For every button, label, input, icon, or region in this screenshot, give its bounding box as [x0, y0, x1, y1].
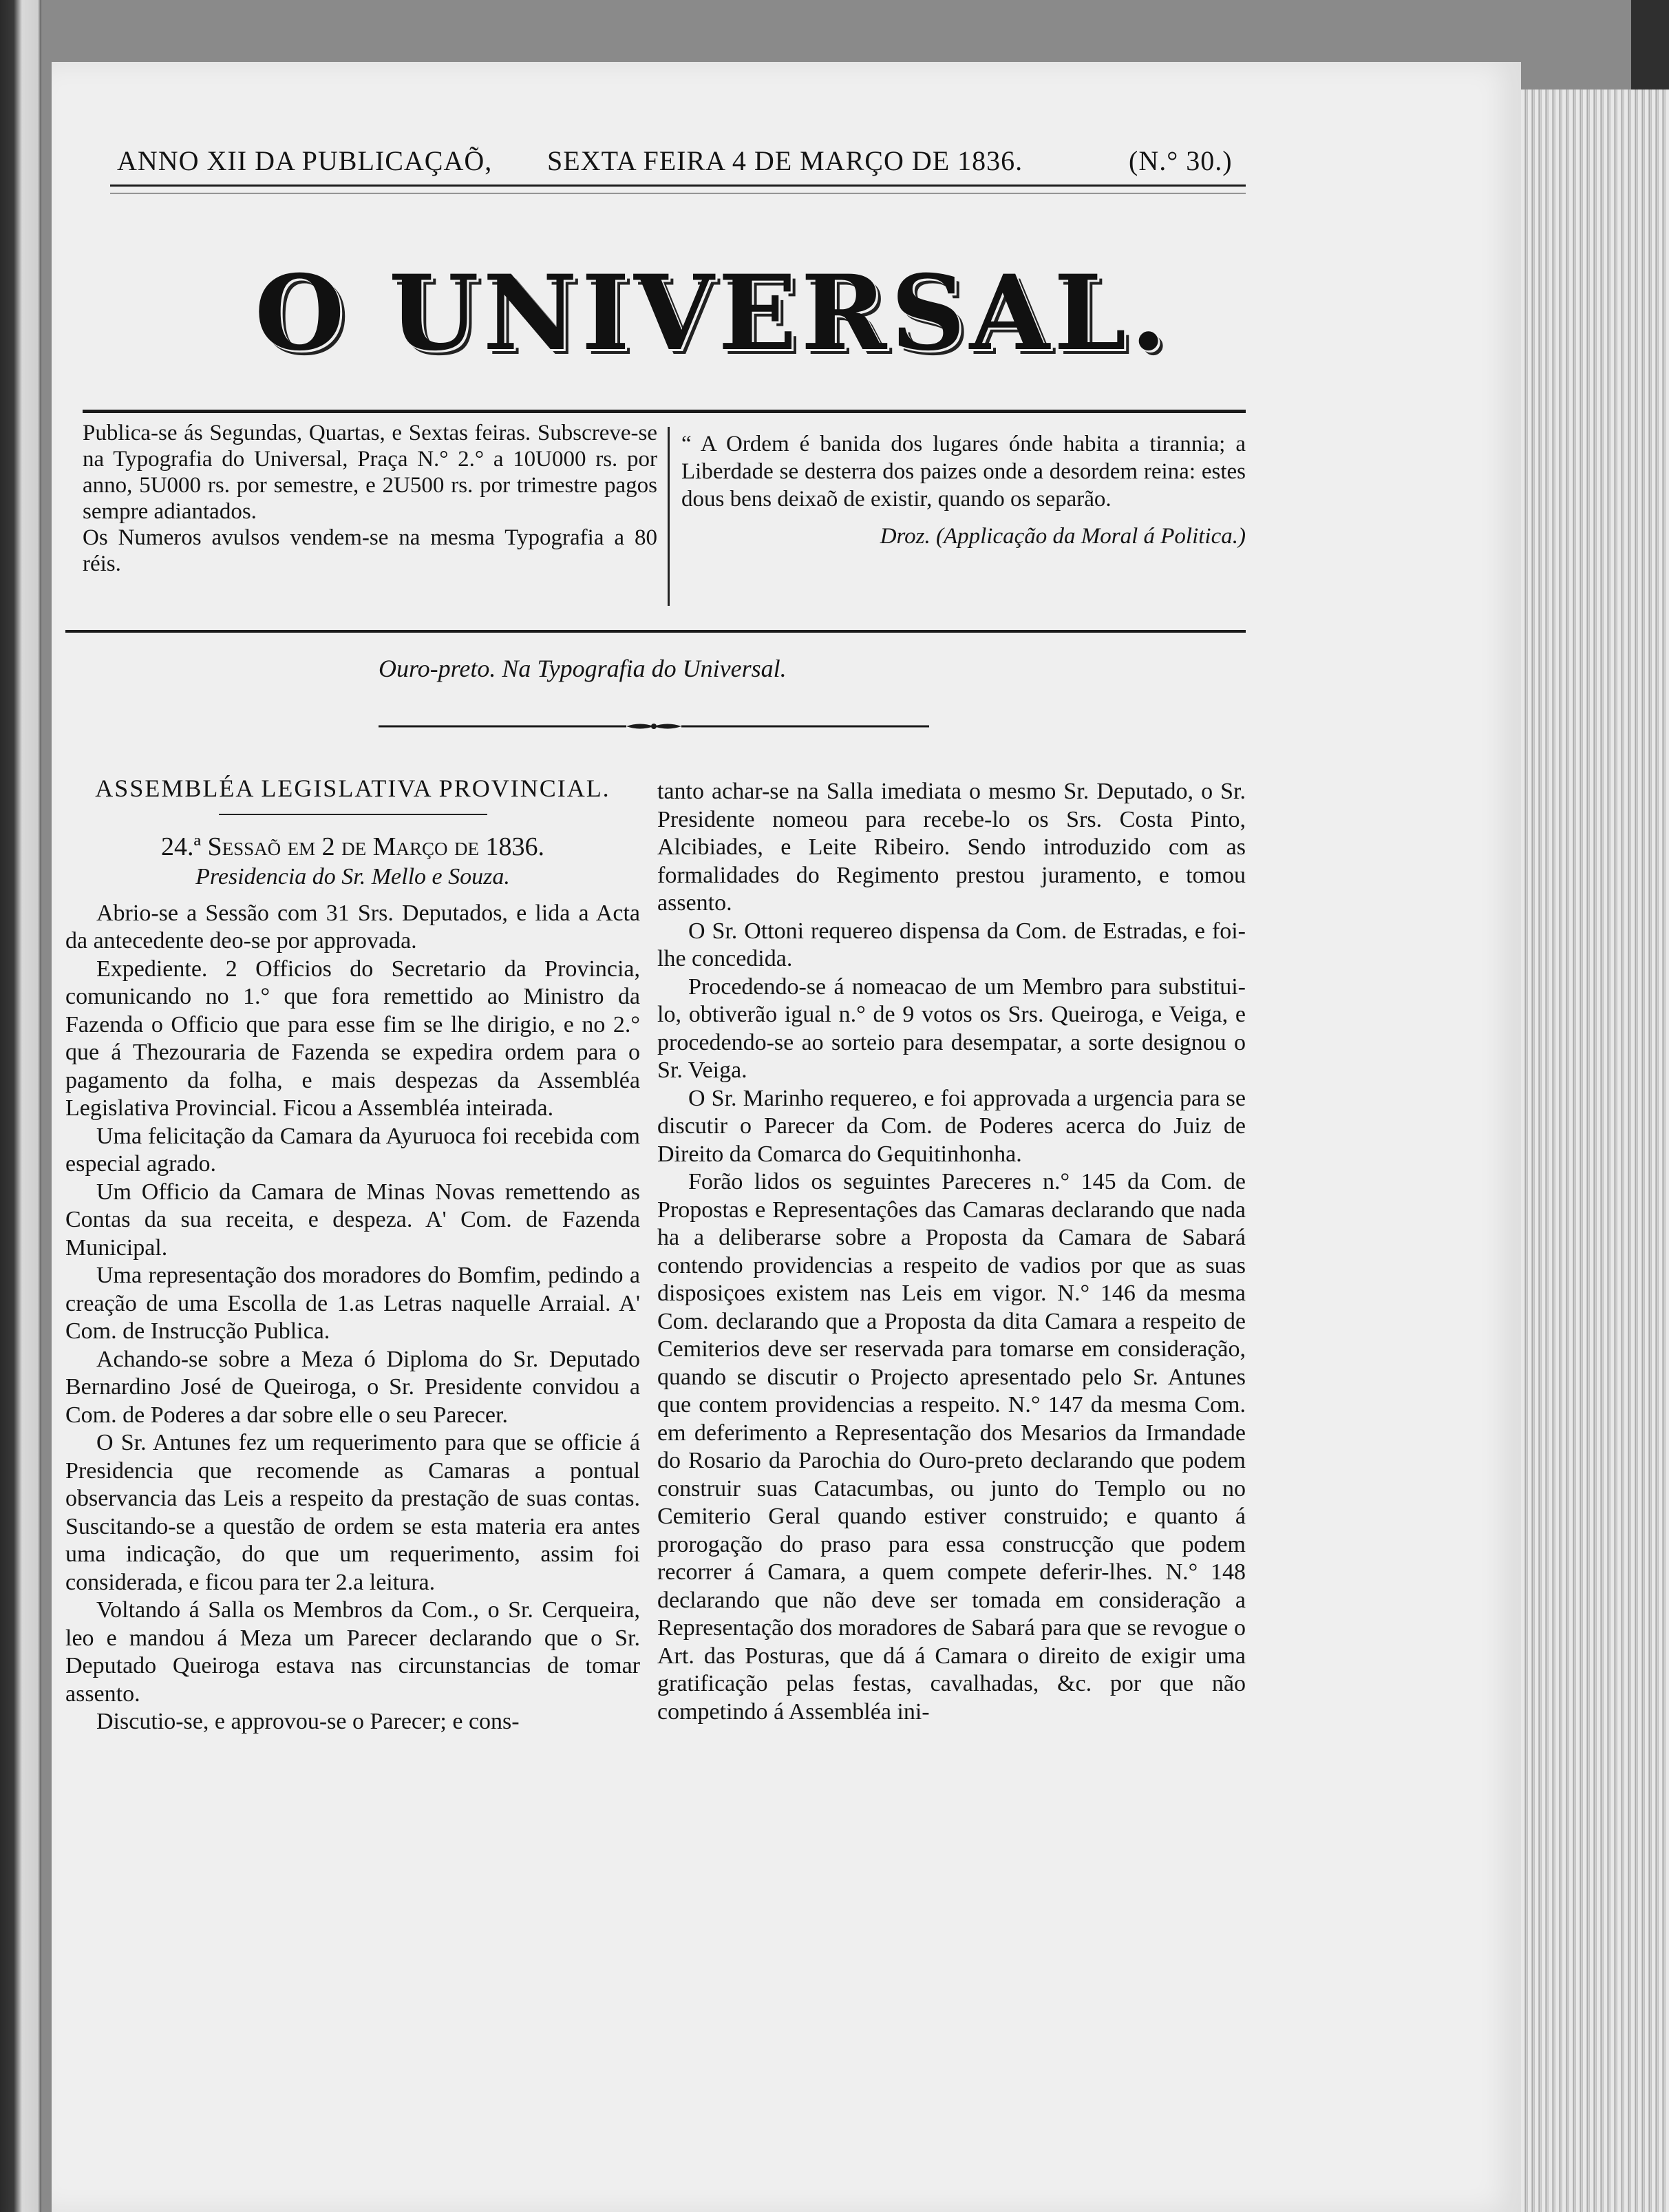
paragraph: tanto achar-se na Salla imediata o mesmo Sr. Deputado, o Sr. Presidente nomeou para recebe-lo os Srs. Costa Pinto, Alcibiades, e Leite Ribeiro. Sendo introduzido com as formalidades do Regimento prestou juramento, e tomou assento. [657, 779, 1246, 916]
paragraph: Abrio-se a Sessão com 31 Srs. Deputados, e lida a Acta da antecedente deo-se por approvada. [65, 900, 640, 954]
header-year: ANNO XII DA PUBLICAÇAÕ, [117, 145, 493, 176]
masthead-rule [83, 410, 1246, 413]
header-number: (N.° 30.) [1129, 145, 1233, 176]
epigraph [681, 430, 1246, 550]
imprint-line: Ouro-preto. Na Typografia do Universal. [379, 655, 787, 682]
header-date: SEXTA FEIRA 4 DE MARÇO DE 1836. [547, 145, 1023, 176]
paragraph: Uma felicitação da Camara da Ayuruoca foi recebida com especial agrado. [65, 1123, 640, 1177]
article-column-2 [657, 778, 1246, 1726]
paragraph: Voltando á Salla os Membros da Com., o Sr. Cerqueira, leo e mandou á Meza um Parecer declarando que o Sr. Deputado Queiroga estava nas circunstancias de tomar assento. [65, 1597, 640, 1707]
box-divider [668, 427, 670, 606]
paragraph: O Sr. Antunes fez um requerimento para que se officie á Presidencia que recomende as Camaras a pontual observancia das Leis a respeito da prestação de suas contas. Suscitando-se a questão de ordem se esta materia era antes uma indicação, do que um requerimento, assim foi considerada, e ficou para ter 2.a leitura. [65, 1430, 640, 1595]
paragraph: Uma representação dos moradores do Bomfim, pedindo a creação de uma Escolla de 1.as Letras naquelle Arraial. A' Com. de Instrucção Publica. [65, 1263, 640, 1344]
paragraph: Discutio-se, e approvou-se o Parecer; e cons- [96, 1709, 520, 1734]
ornamental-rule [379, 721, 929, 731]
title-underline [219, 814, 487, 815]
epigraph-text: “ A Ordem é banida dos lugares ónde habita a tirannia; a Liberdade se desterra dos paizes onde a desordem reina: estes dous bens deixaõ de existir, quando os separão. [681, 432, 1246, 512]
paragraph: Expediente. 2 Officios do Secretario da Provincia, comunicando no 1.° que fora remettido ao Ministro da Fazenda o Officio que para esse fim se lhe dirigio, e no 2.° que á Thezouraria de Fazenda se expedira ordem para o pagamento da folha, e mais despezas da Assembléa Legislativa Provincial. Ficou a Assembléa inteirada. [65, 956, 640, 1121]
paragraph: Forão lidos os seguintes Pareceres n.° 145 da Com. de Propostas e Representaçôes das Camaras declarando que nada ha a deliberarse sobre a Proposta da Camara de Sabará contendo providencias a respeito de vadios por que as suas disposiçoes existem nas Leis em vigor. N.° 146 da mesma Com. declarando que a Proposta da dita Camara a respeito de Cemiterios deve ser reservada para tomarse em consideração, quando se discutir o Projecto apresentado pelo Sr. Antunes que contem providencias a respeito. N.° 147 da mesma Com. em deferimento a Representação dos Mesarios da Irmandade do Rosario da Parochia do Ouro-preto declarando que podem construir suas Catacumbas, ou junto do Templo ou no Cemiterio Geral quando estiver construido; e quanto á prorogação do praso para essa construcção que podem recorrer á Camara, a quem compete deferir-lhes. N.° 148 declarando que não deve ser tomada em consideração a Representação dos moradores de Sabará para que se revogue o Art. das Posturas, que dá á Camara o direito de exigir uma gratificação pelas festas, cavalhadas, &c. por que não competindo á Assembléa ini- [657, 1169, 1246, 1725]
paragraph: Um Officio da Camara de Minas Novas remettendo as Contas da sua receita, e despeza. A' Com. de Fazenda Municipal. [65, 1179, 640, 1261]
session-heading: 24.ª Sessaõ em 2 de Março de 1836. [161, 832, 544, 861]
article-column-1 [65, 775, 640, 1736]
paragraph: O Sr. Ottoni requereo dispensa da Com. de Estradas, e foi-lhe concedida. [657, 918, 1246, 971]
presidency-line: Presidencia do Sr. Mello e Souza. [195, 864, 510, 889]
paragraph: Achando-se sobre a Meza ó Diploma do Sr. Deputado Bernardino José de Queiroga, o Sr. Presidente convidou a Com. de Poderes a dar sobre elle o seu Parecer. [65, 1346, 640, 1428]
article-title: ASSEMBLÉA LEGISLATIVA PROVINCIAL. [95, 775, 610, 802]
previous-page-edge [0, 0, 41, 2212]
masthead-title: O UNIVERSAL. [255, 253, 1171, 374]
epigraph-source: Droz. (Applicação da Moral á Politica.) [880, 524, 1246, 549]
info-box-rule [65, 630, 1246, 633]
paragraph: Procedendo-se á nomeacao de um Membro para substitui-lo, obtiverão igual n.° de 9 votos os Srs. Queiroga, e Veiga, e procedendo-se ao sorteio para desempatar, a sorte designou o Sr. Veiga. [657, 973, 1246, 1083]
subscription-info: Publica-se ás Segundas, Quartas, e Sextas feiras. Subscreve-se na Typografia do Universal, Praça N.° 2.° a 10U000 rs. por anno, 5U000 rs. por semestre, e 2U500 rs. por trimestre pagos sempre adiantados. Os Numeros avulsos vendem-se na mesma Typografia a 80 réis. [83, 421, 657, 576]
header-rule [110, 185, 1246, 187]
paragraph: O Sr. Marinho requereo, e foi approvada a urgencia para se discutir o Parecer da Com. de Poderes acerca do Juiz de Direito da Comarca do Gequitinhonha. [657, 1085, 1246, 1167]
